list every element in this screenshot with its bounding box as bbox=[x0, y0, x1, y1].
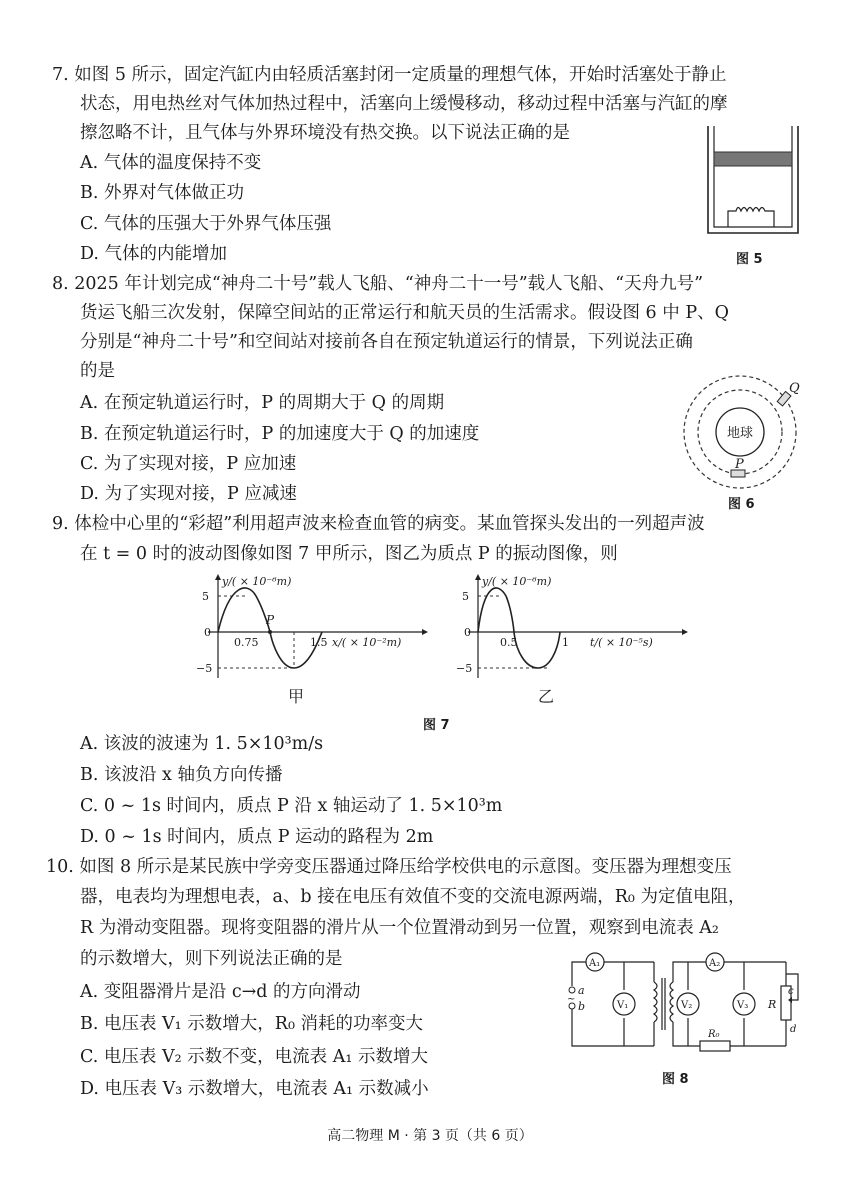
svg-text:y/( × 10⁻⁶m): y/( × 10⁻⁶m) bbox=[222, 575, 292, 588]
q10-option-c: C. 电压表 V₂ 示数不变，电流表 A₁ 示数增大 bbox=[80, 1047, 428, 1067]
q10-stem-line-4: 的示数增大，则下列说法正确的是 bbox=[80, 949, 343, 969]
wave-graph bbox=[190, 572, 430, 682]
q8-stem-line-3: 分别是“神舟二十号”和空间站对接前各自在预定轨道运行的情景，下列说法正确 bbox=[80, 332, 693, 352]
q9-option-d: D. 0 ~ 1s 时间内，质点 P 运动的路程为 2m bbox=[80, 827, 434, 847]
q8-option-d: D. 为了实现对接，P 应减速 bbox=[80, 484, 297, 504]
svg-text:A₂: A₂ bbox=[709, 958, 721, 969]
q10-stem-line-2: 器，电表均为理想电表，a、b 接在电压有效值不变的交流电源两端，R₀ 为定值电阻， bbox=[80, 887, 746, 907]
svg-text:~: ~ bbox=[567, 994, 576, 1005]
svg-text:−5: −5 bbox=[196, 662, 213, 675]
heating-wire bbox=[728, 208, 774, 228]
svg-text:0.5: 0.5 bbox=[500, 636, 518, 649]
svg-text:A₁: A₁ bbox=[589, 958, 601, 969]
svg-text:5: 5 bbox=[202, 590, 209, 603]
vibration-curve bbox=[478, 588, 560, 668]
svg-text:1: 1 bbox=[562, 636, 569, 649]
graph-a-name: 甲 bbox=[288, 687, 305, 706]
q8-stem-line-2: 货运飞船三次发射，保障空间站的正常运行和航天员的生活需求。假设图 6 中 P、Q bbox=[80, 303, 729, 323]
svg-text:R₀: R₀ bbox=[708, 1029, 720, 1040]
svg-text:V₃: V₃ bbox=[737, 1000, 749, 1011]
svg-text:1.5: 1.5 bbox=[310, 636, 328, 649]
figure-5-caption: 图 5 bbox=[736, 252, 763, 267]
svg-text:−5: −5 bbox=[456, 662, 473, 675]
q9-stem-line-1: 9. 体检中心里的“彩超”利用超声波来检查血管的病变。某血管探头发出的一列超声波 bbox=[52, 514, 705, 534]
graph-b-name: 乙 bbox=[538, 687, 555, 706]
label-q: Q bbox=[789, 381, 800, 396]
svg-text:b: b bbox=[578, 1000, 586, 1013]
svg-text:t/( × 10⁻⁵s): t/( × 10⁻⁵s) bbox=[590, 636, 653, 649]
earth-label: 地球 bbox=[726, 426, 754, 441]
svg-text:5: 5 bbox=[462, 590, 469, 603]
q9-option-a: A. 该波的波速为 1. 5×10³m/s bbox=[80, 734, 324, 754]
q8-option-b: B. 在预定轨道运行时，P 的加速度大于 Q 的加速度 bbox=[80, 424, 480, 444]
q10-option-b: B. 电压表 V₁ 示数增大，R₀ 消耗的功率变大 bbox=[80, 1014, 424, 1034]
resistor-r0 bbox=[700, 1041, 730, 1051]
svg-text:y/( × 10⁻⁶m): y/( × 10⁻⁶m) bbox=[482, 575, 552, 588]
circuit-figure bbox=[560, 948, 810, 1060]
q8-option-c: C. 为了实现对接，P 应加速 bbox=[80, 454, 297, 474]
terminal-a bbox=[569, 987, 575, 993]
label-p: P bbox=[735, 457, 744, 472]
page-footer: 高二物理 M · 第 3 页（共 6 页） bbox=[327, 1128, 533, 1144]
svg-text:a: a bbox=[578, 984, 585, 997]
q7-stem-line-3: 擦忽略不计，且气体与外界环境没有热交换。以下说法正确的是 bbox=[80, 123, 570, 143]
svg-text:0: 0 bbox=[464, 626, 471, 639]
q7-option-b: B. 外界对气体做正功 bbox=[80, 183, 244, 203]
q7-stem-line-2: 状态，用电热丝对气体加热过程中，活塞向上缓慢移动，移动过程中活塞与汽缸的摩 bbox=[80, 94, 728, 114]
q9-option-b: B. 该波沿 x 轴负方向传播 bbox=[80, 765, 283, 785]
q10-option-d: D. 电压表 V₃ 示数增大，电流表 A₁ 示数减小 bbox=[80, 1079, 429, 1099]
svg-text:P: P bbox=[266, 613, 275, 627]
svg-text:R: R bbox=[768, 998, 777, 1011]
q9-option-c: C. 0 ~ 1s 时间内，质点 P 沿 x 轴运动了 1. 5×10³m bbox=[80, 796, 503, 816]
q7-option-c: C. 气体的压强大于外界气体压强 bbox=[80, 214, 332, 234]
piston bbox=[714, 152, 792, 166]
orbit-figure bbox=[676, 378, 806, 498]
q7-stem-line-1: 7. 如图 5 所示，固定汽缸内由轻质活塞封闭一定质量的理想气体，开始时活塞处于静止 bbox=[52, 65, 727, 85]
figure-6-caption: 图 6 bbox=[728, 497, 755, 512]
q10-stem-line-3: R 为滑动变阻器。现将变阻器的滑片从一个位置滑动到另一位置，观察到电流表 A₂ bbox=[80, 918, 719, 938]
svg-text:0: 0 bbox=[204, 626, 211, 639]
q7-option-d: D. 气体的内能增加 bbox=[80, 244, 228, 264]
q10-stem-line-1: 10. 如图 8 所示是某民族中学旁变压器通过降压给学校供电的示意图。变压器为理想变压 bbox=[46, 857, 732, 877]
svg-text:c: c bbox=[788, 986, 794, 997]
q10-option-a: A. 变阻器滑片是沿 c→d 的方向滑动 bbox=[80, 982, 361, 1002]
q9-stem-line-2: 在 t = 0 时的波动图像如图 7 甲所示，图乙为质点 P 的振动图像，则 bbox=[80, 544, 618, 564]
svg-text:0.75: 0.75 bbox=[234, 636, 259, 649]
figure-7-caption: 图 7 bbox=[423, 718, 450, 733]
q8-option-a: A. 在预定轨道运行时，P 的周期大于 Q 的周期 bbox=[80, 393, 445, 413]
vibration-graph bbox=[450, 572, 690, 682]
q7-option-a: A. 气体的温度保持不变 bbox=[80, 153, 262, 173]
wave-curve bbox=[218, 588, 322, 668]
svg-text:V₁: V₁ bbox=[617, 1000, 629, 1011]
cylinder-figure bbox=[700, 118, 810, 243]
figure-8-caption: 图 8 bbox=[662, 1072, 689, 1087]
svg-text:d: d bbox=[790, 1024, 797, 1035]
svg-text:x/( × 10⁻²m): x/( × 10⁻²m) bbox=[332, 636, 402, 649]
q8-stem-line-1: 8. 2025 年计划完成“神舟二十号”载人飞船、“神舟二十一号”载人飞船、“天舟九号” bbox=[52, 274, 704, 294]
q8-stem-line-4: 的是 bbox=[80, 361, 115, 381]
svg-text:V₂: V₂ bbox=[681, 1000, 693, 1011]
point-p bbox=[268, 630, 272, 634]
